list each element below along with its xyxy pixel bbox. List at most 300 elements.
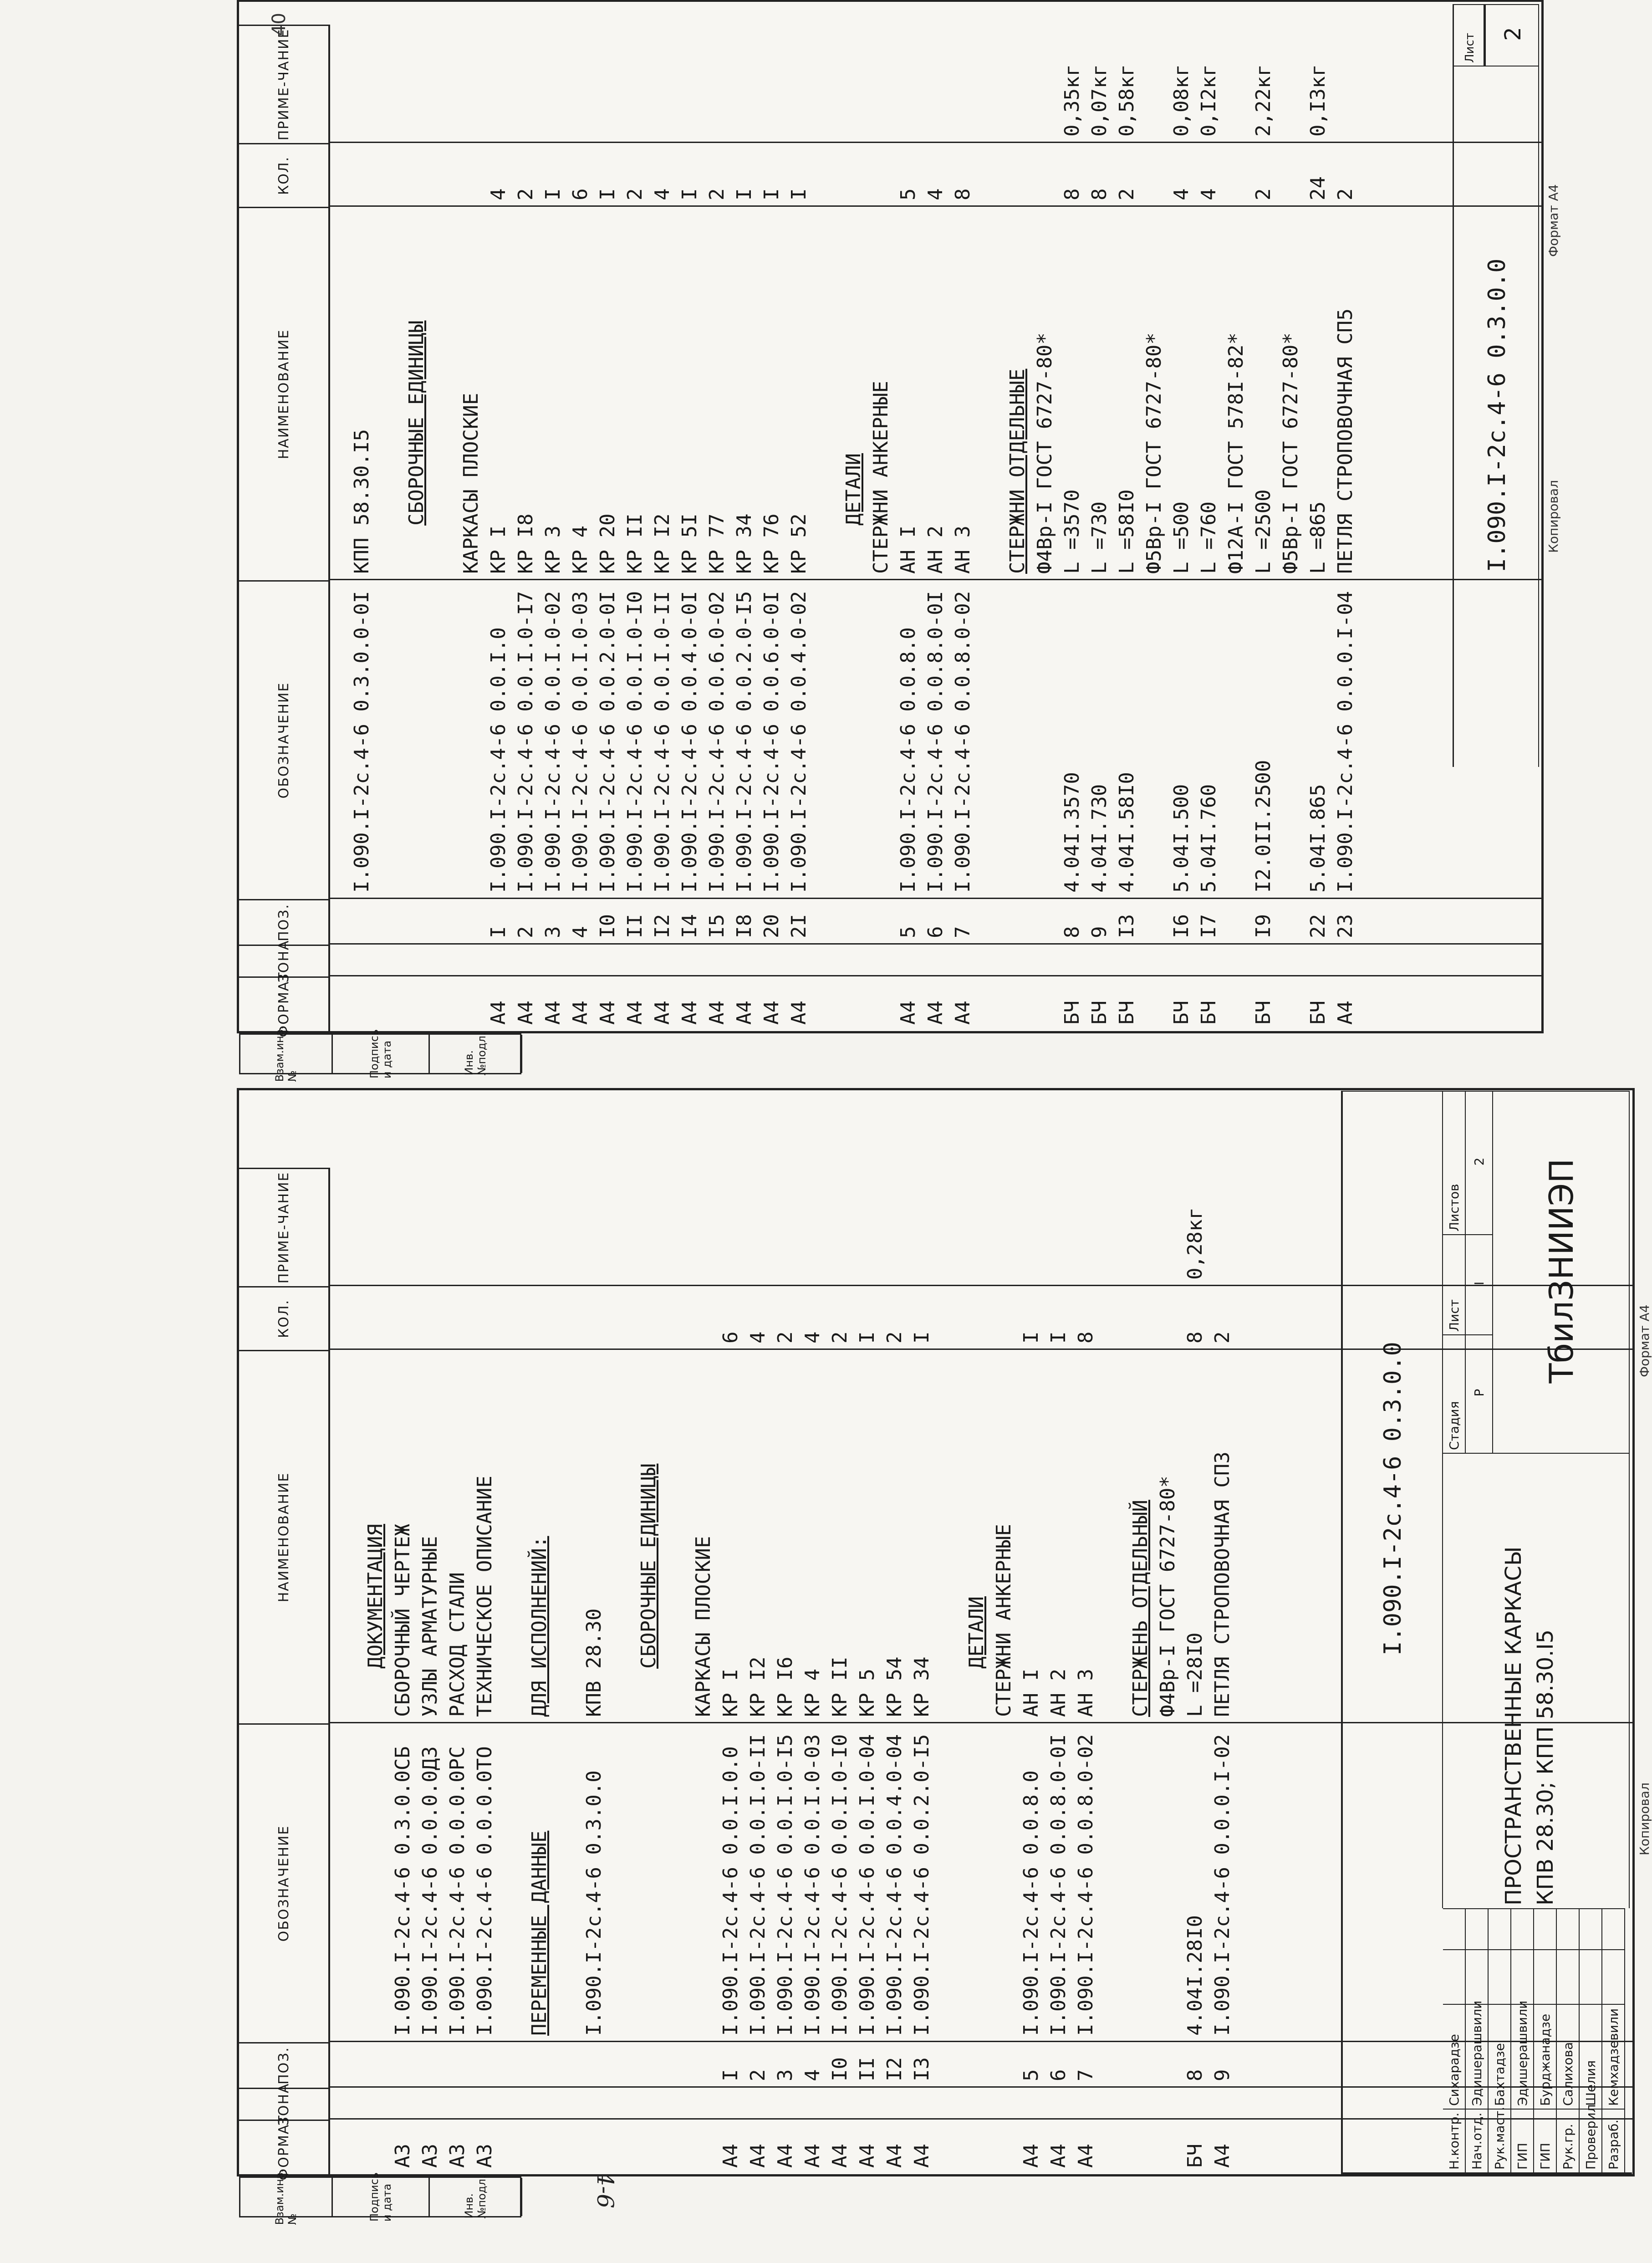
column-header-name: НАИМЕНОВАНИЕ [239, 1350, 330, 1723]
row-pos: I4 [678, 914, 701, 938]
column-header-format: ФОРМАТ [239, 2120, 330, 2174]
column-divider [330, 142, 1541, 143]
row-fmt: А4 [787, 1001, 811, 1025]
row-qty: I [760, 188, 783, 200]
row-fmt: БЧ [1306, 1001, 1330, 1025]
row-fmt: А4 [705, 1001, 729, 1025]
row-fmt: А4 [883, 2144, 906, 2168]
sheet-number: 2 [1484, 4, 1539, 66]
column-header-name: НАИМЕНОВАНИЕ [239, 207, 330, 580]
row-des: I.090.I-2с.4-6 0.0.2.0-I5 [910, 1734, 933, 2036]
row-fmt: А4 [569, 1001, 592, 1025]
row-pos: 5 [897, 926, 920, 938]
row-fmt: А4 [951, 1001, 974, 1025]
row-fmt: А4 [623, 1001, 647, 1025]
row-fmt: А4 [828, 2144, 851, 2168]
signer-name: Эдишерашвили [1511, 2004, 1534, 2109]
sign-date [1511, 1908, 1534, 1949]
row-name: L =730 [1088, 501, 1111, 574]
row-fmt: А4 [1074, 2144, 1097, 2168]
row-des: I2.0II.2500 [1252, 760, 1275, 893]
row-fmt: А4 [801, 2144, 824, 2168]
row-name: L =28I0 [1183, 1632, 1207, 1717]
row-note: 0,35кг [1061, 64, 1084, 137]
signer-role: ГИП [1534, 2109, 1557, 2172]
column-header-qty: КОЛ. [239, 143, 330, 207]
row-pos: 3 [541, 926, 565, 938]
stage-value: Р [1466, 1334, 1493, 1453]
row-fmt: А4 [514, 1001, 537, 1025]
row-des: I.090.I-2с.4-6 0.0.0.0ДЗ [418, 1746, 442, 2036]
row-des: 4.04I.58I0 [1115, 772, 1138, 893]
signer-role: ГИП [1511, 2109, 1534, 2172]
row-name: КР 5I [678, 513, 701, 574]
row-fmt: А4 [1020, 2144, 1043, 2168]
side-stamp-cell: Взам.инв.№ [240, 1035, 333, 1073]
row-qty: 2 [623, 188, 647, 200]
signature [1580, 1949, 1602, 2004]
row-pos: 23 [1334, 914, 1357, 938]
row-name: КПВ 28.30 [582, 1608, 606, 1717]
row-qty: 4 [487, 188, 510, 200]
row-qty: 4 [746, 1331, 770, 1343]
row-qty: 2 [883, 1331, 906, 1343]
row-des: I.090.I-2с.4-6 0.0.I.0-03 [569, 591, 592, 893]
sign-date [1602, 1908, 1625, 1949]
row-name: КР 20 [596, 513, 619, 574]
row-name: СТЕРЖНИ АНКЕРНЫЕ [992, 1524, 1015, 1717]
row-des: I.090.I-2с.4-6 0.0.4.0-04 [883, 1734, 906, 2036]
row-qty: 24 [1306, 176, 1330, 200]
row-qty: 2 [1252, 188, 1275, 200]
row-fmt: БЧ [1183, 2144, 1207, 2168]
row-qty: 2 [1211, 1331, 1234, 1343]
signer-name: Кемхадзевили [1602, 2004, 1625, 2109]
row-pos: 5 [1020, 2069, 1043, 2081]
row-des: I.090.I-2с.4-6 0.0.0.I-04 [1334, 591, 1357, 893]
row-qty: I [678, 188, 701, 200]
signer-name: Бурджанадзе [1534, 2004, 1557, 2109]
row-fmt: А4 [774, 2144, 797, 2168]
row-fmt: А4 [541, 1001, 565, 1025]
row-fmt: БЧ [1061, 1001, 1084, 1025]
row-des: I.090.I-2с.4-6 0.0.I.0-I7 [514, 591, 537, 893]
row-fmt: А3 [418, 2144, 442, 2168]
row-note: 0,I2кг [1197, 64, 1220, 137]
row-name: КР II [828, 1656, 851, 1717]
row-qty: 4 [1197, 188, 1220, 200]
row-name: СБОРОЧНЫЕ ЕДИНИЦЫ [637, 1463, 660, 1669]
copied-by-label: Копировал [1637, 1783, 1652, 1855]
row-name: КР I8 [514, 513, 537, 574]
row-qty: I [541, 188, 565, 200]
copied-by-label: Копировал [1546, 480, 1561, 553]
row-des: I.090.I-2с.4-6 0.0.I.0-I5 [774, 1734, 797, 2036]
row-qty: 2 [774, 1331, 797, 1343]
row-name: ДОКУМЕНТАЦИЯ [364, 1524, 387, 1669]
row-pos: 2 [746, 2069, 770, 2081]
row-qty: 2 [828, 1331, 851, 1343]
row-qty: I [787, 188, 811, 200]
row-des: I.090.I-2с.4-6 0.0.I.0-II [746, 1734, 770, 2036]
side-stamp [239, 1026, 521, 1082]
row-pos: 20 [760, 914, 783, 938]
row-des: 4.04I.3570 [1061, 772, 1084, 893]
row-pos: I [487, 926, 510, 938]
column-divider [330, 943, 1541, 945]
row-pos: 9 [1088, 926, 1111, 938]
row-fmt: БЧ [1088, 1001, 1111, 1025]
row-qty: I [856, 1331, 879, 1343]
row-des: I.090.I-2с.4-6 0.0.6.0-0I [760, 591, 783, 893]
row-pos: 22 [1306, 914, 1330, 938]
row-name: АН 3 [1074, 1669, 1097, 1717]
signature [1443, 1949, 1466, 2004]
row-name: Ф5Вр-I ГОСТ 6727-80* [1142, 332, 1166, 574]
row-des: I.090.I-2с.4-6 0.0.2.0-0I [596, 591, 619, 893]
sign-date [1557, 1908, 1580, 1949]
side-stamp [239, 2169, 521, 2225]
row-des: I.090.I-2с.4-6 0.0.8.0-0I [1047, 1734, 1070, 2036]
row-des: I.090.I-2с.4-6 0.0.I.0-I0 [828, 1734, 851, 2036]
row-pos: 3 [774, 2069, 797, 2081]
row-name: КПП 58.30.I5 [350, 429, 373, 574]
row-pos: I2 [883, 2057, 906, 2081]
row-qty: 8 [1088, 188, 1111, 200]
row-qty: I [1047, 1331, 1070, 1343]
row-name: КР 52 [787, 513, 811, 574]
row-pos: 6 [1047, 2069, 1070, 2081]
column-divider [330, 898, 1541, 899]
row-name: КАРКАСЫ ПЛОСКИЕ [692, 1536, 715, 1717]
sign-date [1466, 1908, 1489, 1949]
column-header-zone: ЗОНА [239, 2088, 330, 2120]
row-name: СТЕРЖЕНЬ ОТДЕЛЬНЫЙ [1129, 1500, 1152, 1717]
signer-role: Н.контр. [1443, 2109, 1466, 2172]
row-qty: I [596, 188, 619, 200]
row-qty: 4 [651, 188, 674, 200]
row-name: КР 54 [883, 1656, 906, 1717]
row-name: Ф5Вр-I ГОСТ 6727-80* [1279, 332, 1302, 574]
row-name: АН I [897, 526, 920, 574]
column-header-qty: КОЛ. [239, 1286, 330, 1350]
row-name: ДЕТАЛИ [842, 453, 865, 526]
row-pos: I0 [596, 914, 619, 938]
row-name: КР II [623, 513, 647, 574]
row-name: СТЕРЖНИ АНКЕРНЫЕ [869, 381, 892, 574]
row-qty: 2 [705, 188, 729, 200]
row-pos: I5 [705, 914, 729, 938]
row-fmt: А4 [856, 2144, 879, 2168]
row-fmt: А4 [678, 1001, 701, 1025]
row-des: 5.04I.865 [1306, 784, 1330, 893]
column-header-pos: ПОЗ. [239, 899, 330, 945]
format-label: Формат А4 [1546, 184, 1561, 257]
row-des: I.090.I-2с.4-6 0.0.8.0-02 [951, 591, 974, 893]
row-pos: 4 [569, 926, 592, 938]
column-header-designation: ОБОЗНАЧЕНИЕ [239, 1723, 330, 2042]
document-code: I.090.I-2с.4-6 0.3.0.0 [1343, 1091, 1443, 1908]
column-divider [330, 205, 1541, 207]
row-name: ТЕХНИЧЕСКОЕ ОПИСАНИЕ [473, 1476, 496, 1717]
row-name: КР I6 [774, 1656, 797, 1717]
title-line-2: КПВ 28.30; КПП 58.30.I5 [1533, 1629, 1558, 1905]
row-pos: I2 [651, 914, 674, 938]
organization-name: ТбилЗНИИЭП [1493, 1091, 1630, 1453]
row-qty: 8 [1074, 1331, 1097, 1343]
column-header-zone: ЗОНА [239, 945, 330, 976]
signer-role: Рук.маст. [1489, 2109, 1511, 2172]
row-des: I.090.I-2с.4-6 0.0.6.0-02 [705, 591, 729, 893]
signer-name: Бахтадзе [1489, 2004, 1511, 2109]
side-stamp-cell: Взам.инв.№ [240, 2178, 333, 2216]
row-des: I.090.I-2с.4-6 0.0.I.0-02 [541, 591, 565, 893]
row-pos: 8 [1061, 926, 1084, 938]
row-pos: 4 [801, 2069, 824, 2081]
side-stamp-cell: Подпись и дата [333, 2178, 430, 2216]
row-fmt: БЧ [1252, 1001, 1275, 1025]
column-divider [330, 975, 1541, 976]
row-name: РАСХОД СТАЛИ [446, 1572, 469, 1717]
spec-sheet-1 [237, 1088, 1652, 2225]
signer-name: Сихарадзе [1443, 2004, 1466, 2109]
row-des: I.090.I-2с.4-6 0.0.8.0-02 [1074, 1734, 1097, 2036]
column-header-designation: ОБОЗНАЧЕНИЕ [239, 580, 330, 899]
row-des: I.090.I-2с.4-6 0.3.0.0 [582, 1770, 606, 2036]
row-qty: 5 [897, 188, 920, 200]
signer-role: Разраб. [1602, 2109, 1625, 2172]
row-note: 0,07кг [1088, 64, 1111, 137]
row-name: КР 77 [705, 513, 729, 574]
row-name: L =500 [1170, 501, 1193, 574]
row-note: 0,I3кг [1306, 64, 1330, 137]
row-pos: 2 [514, 926, 537, 938]
signer-name: Шелия [1580, 2004, 1602, 2109]
row-name: КР 4 [569, 526, 592, 574]
stage-label: Стадия [1443, 1334, 1466, 1453]
signature [1602, 1949, 1625, 2004]
format-label: Формат А4 [1637, 1304, 1652, 1377]
column-header-note: ПРИМЕ-ЧАНИЕ [239, 25, 330, 143]
signature [1534, 1949, 1557, 2004]
row-pos: 6 [924, 926, 947, 938]
row-fmt: БЧ [1115, 1001, 1138, 1025]
row-note: 0,58кг [1115, 64, 1138, 137]
row-pos: 8 [1183, 2069, 1207, 2081]
signature [1466, 1949, 1489, 2004]
row-pos: 7 [1074, 2069, 1097, 2081]
row-name: СТЕРЖНИ ОТДЕЛЬНЫЕ [1006, 368, 1029, 574]
signature [1489, 1949, 1511, 2004]
row-qty: 2 [1115, 188, 1138, 200]
spec-sheet-2 [237, 0, 1561, 1082]
row-name: ПЕТЛЯ СТРОПОВОЧНАЯ СПЗ [1211, 1451, 1234, 1717]
row-name: КР 4 [801, 1669, 824, 1717]
column-header-pos: ПОЗ. [239, 2042, 330, 2088]
row-name: СБОРОЧНЫЕ ЕДИНИЦЫ [405, 320, 428, 526]
row-fmt: А3 [446, 2144, 469, 2168]
signer-name: Эдишерашвили [1466, 2004, 1489, 2109]
row-qty: 4 [801, 1331, 824, 1343]
row-qty: 2 [1334, 188, 1357, 200]
signer-name: Салихова [1557, 2004, 1580, 2109]
row-des: I.090.I-2с.4-6 0.3.0.0СБ [391, 1746, 414, 2036]
sheet-label: Лист [1453, 4, 1484, 66]
row-des: I.090.I-2с.4-6 0.3.0.0-0I [350, 591, 373, 893]
signer-role: Проверил [1580, 2109, 1602, 2172]
row-qty: I [1020, 1331, 1043, 1343]
column-header-note: ПРИМЕ-ЧАНИЕ [239, 1168, 330, 1286]
row-fmt: А4 [651, 1001, 674, 1025]
sheet-label: Лист [1443, 1234, 1466, 1334]
row-des: ПЕРЕМЕННЫЕ ДАННЫЕ [528, 1830, 551, 2036]
row-fmt: А4 [746, 2144, 770, 2168]
sign-date [1534, 1908, 1557, 1949]
row-fmt: А4 [910, 2144, 933, 2168]
row-des: I.090.I-2с.4-6 0.0.I.0-I0 [623, 591, 647, 893]
row-note: 2,22кг [1252, 64, 1275, 137]
row-des: I.090.I-2с.4-6 0.0.0.0ТО [473, 1746, 496, 2036]
row-name: ДЛЯ ИСПОЛНЕНИЙ: [528, 1536, 551, 1717]
sheets-value: 2 [1466, 1091, 1493, 1234]
row-name: L =3570 [1061, 489, 1084, 574]
row-fmt: БЧ [1197, 1001, 1220, 1025]
row-pos: I8 [733, 914, 756, 938]
row-pos: II [623, 914, 647, 938]
row-name: ПЕТЛЯ СТРОПОВОЧНАЯ СП5 [1334, 308, 1357, 574]
row-name: КР I2 [746, 1656, 770, 1717]
row-name: КР I [487, 526, 510, 574]
side-stamp-cell: Инв.№подл. [430, 2178, 522, 2216]
row-pos: I7 [1197, 914, 1220, 938]
row-des: I.090.I-2с.4-6 0.0.8.0 [1020, 1770, 1043, 2036]
row-des: 5.04I.760 [1197, 784, 1220, 893]
sheets-label: Листов [1443, 1091, 1466, 1234]
row-fmt: А4 [924, 1001, 947, 1025]
row-des: 5.04I.500 [1170, 784, 1193, 893]
side-stamp-cell: Инв.№подл. [430, 1035, 522, 1073]
title-block [1341, 1091, 1632, 2174]
row-fmt: БЧ [1170, 1001, 1193, 1025]
row-qty: 2 [514, 188, 537, 200]
row-pos: I0 [828, 2057, 851, 2081]
row-pos: I6 [1170, 914, 1193, 938]
row-name: КР 5 [856, 1669, 879, 1717]
sheet-value: I [1466, 1234, 1493, 1334]
row-qty: 8 [1183, 1331, 1207, 1343]
row-des: I.090.I-2с.4-6 0.0.I.0-II [651, 591, 674, 893]
signature [1557, 1949, 1580, 2004]
row-fmt: А4 [733, 1001, 756, 1025]
row-name: СБОРОЧНЫЙ ЧЕРТЕЖ [391, 1524, 414, 1717]
row-des: I.090.I-2с.4-6 0.0.4.0-0I [678, 591, 701, 893]
row-note: 0,28кг [1183, 1207, 1207, 1280]
row-des: I.090.I-2с.4-6 0.0.I.0.0 [719, 1746, 742, 2036]
row-name: АН 2 [1047, 1669, 1070, 1717]
row-pos: 2I [787, 914, 811, 938]
row-name: Ф12А-I ГОСТ 578I-82* [1224, 332, 1248, 574]
row-name: Ф4Вр-I ГОСТ 6727-80* [1156, 1476, 1179, 1717]
row-fmt: А4 [897, 1001, 920, 1025]
row-name: КР 76 [760, 513, 783, 574]
row-qty: 6 [719, 1331, 742, 1343]
row-des: I.090.I-2с.4-6 0.0.I.0-04 [856, 1734, 879, 2036]
signer-role: Рук.гр. [1557, 2109, 1580, 2172]
row-qty: 4 [1170, 188, 1193, 200]
row-name: КР 3 [541, 526, 565, 574]
row-name: ДЕТАЛИ [965, 1596, 988, 1669]
row-fmt: А4 [719, 2144, 742, 2168]
row-name: L =865 [1306, 501, 1330, 574]
row-name: L =2500 [1252, 489, 1275, 574]
row-fmt: А4 [1334, 1001, 1357, 1025]
document-code: I.090.I-2с.4-6 0.3.0.0 [1453, 66, 1539, 767]
row-qty: 4 [924, 188, 947, 200]
sign-date [1489, 1908, 1511, 1949]
row-des: I.090.I-2с.4-6 0.0.I.0 [487, 627, 510, 893]
row-name: Ф4Вр-I ГОСТ 6727-80* [1033, 332, 1056, 574]
row-des: I.090.I-2с.4-6 0.0.I.0-03 [801, 1734, 824, 2036]
row-qty: I [733, 188, 756, 200]
sign-date [1443, 1908, 1466, 1949]
row-fmt: А4 [1047, 2144, 1070, 2168]
title-line-1: ПРОСТРАНСТВЕННЫЕ КАРКАСЫ [1501, 1546, 1526, 1905]
row-fmt: А4 [596, 1001, 619, 1025]
row-name: L =760 [1197, 501, 1220, 574]
row-fmt: А4 [1211, 2144, 1234, 2168]
signature [1511, 1949, 1534, 2004]
row-note: 0,08кг [1170, 64, 1193, 137]
row-des: I.090.I-2с.4-6 0.0.8.0 [897, 627, 920, 893]
row-qty: 6 [569, 188, 592, 200]
row-des: I.090.I-2с.4-6 0.0.8.0-0I [924, 591, 947, 893]
row-fmt: А3 [391, 2144, 414, 2168]
row-name: КР 34 [910, 1656, 933, 1717]
page-number: 40 [269, 13, 290, 36]
row-fmt: А4 [487, 1001, 510, 1025]
row-name: АН I [1020, 1669, 1043, 1717]
row-des: I.090.I-2с.4-6 0.0.2.0-I5 [733, 591, 756, 893]
row-pos: II [856, 2057, 879, 2081]
row-name: УЗЛЫ АРМАТУРНЫЕ [418, 1536, 442, 1717]
row-name: КР I2 [651, 513, 674, 574]
row-des: 4.04I.28I0 [1183, 1915, 1207, 2036]
row-pos: 9 [1211, 2069, 1234, 2081]
row-pos: 7 [951, 926, 974, 938]
row-des: I.090.I-2с.4-6 0.0.0.I-02 [1211, 1734, 1234, 2036]
row-name: КАРКАСЫ ПЛОСКИЕ [459, 393, 483, 574]
row-fmt: А4 [760, 1001, 783, 1025]
row-des: I.090.I-2с.4-6 0.0.4.0-02 [787, 591, 811, 893]
signer-role: Нач.отд. [1466, 2109, 1489, 2172]
side-stamp-cell: Подпись и дата [333, 1035, 430, 1073]
sign-date [1580, 1908, 1602, 1949]
row-name: КР 34 [733, 513, 756, 574]
row-pos: I3 [1115, 914, 1138, 938]
row-qty: I [910, 1331, 933, 1343]
row-qty: 8 [1061, 188, 1084, 200]
row-name: КР I [719, 1669, 742, 1717]
row-pos: I [719, 2069, 742, 2081]
row-pos: I9 [1252, 914, 1275, 938]
row-fmt: А3 [473, 2144, 496, 2168]
row-name: АН 3 [951, 526, 974, 574]
row-name: АН 2 [924, 526, 947, 574]
row-qty: 8 [951, 188, 974, 200]
document-title [1443, 1453, 1630, 1908]
row-des: 4.04I.730 [1088, 784, 1111, 893]
row-des: I.090.I-2с.4-6 0.0.0.0РС [446, 1746, 469, 2036]
